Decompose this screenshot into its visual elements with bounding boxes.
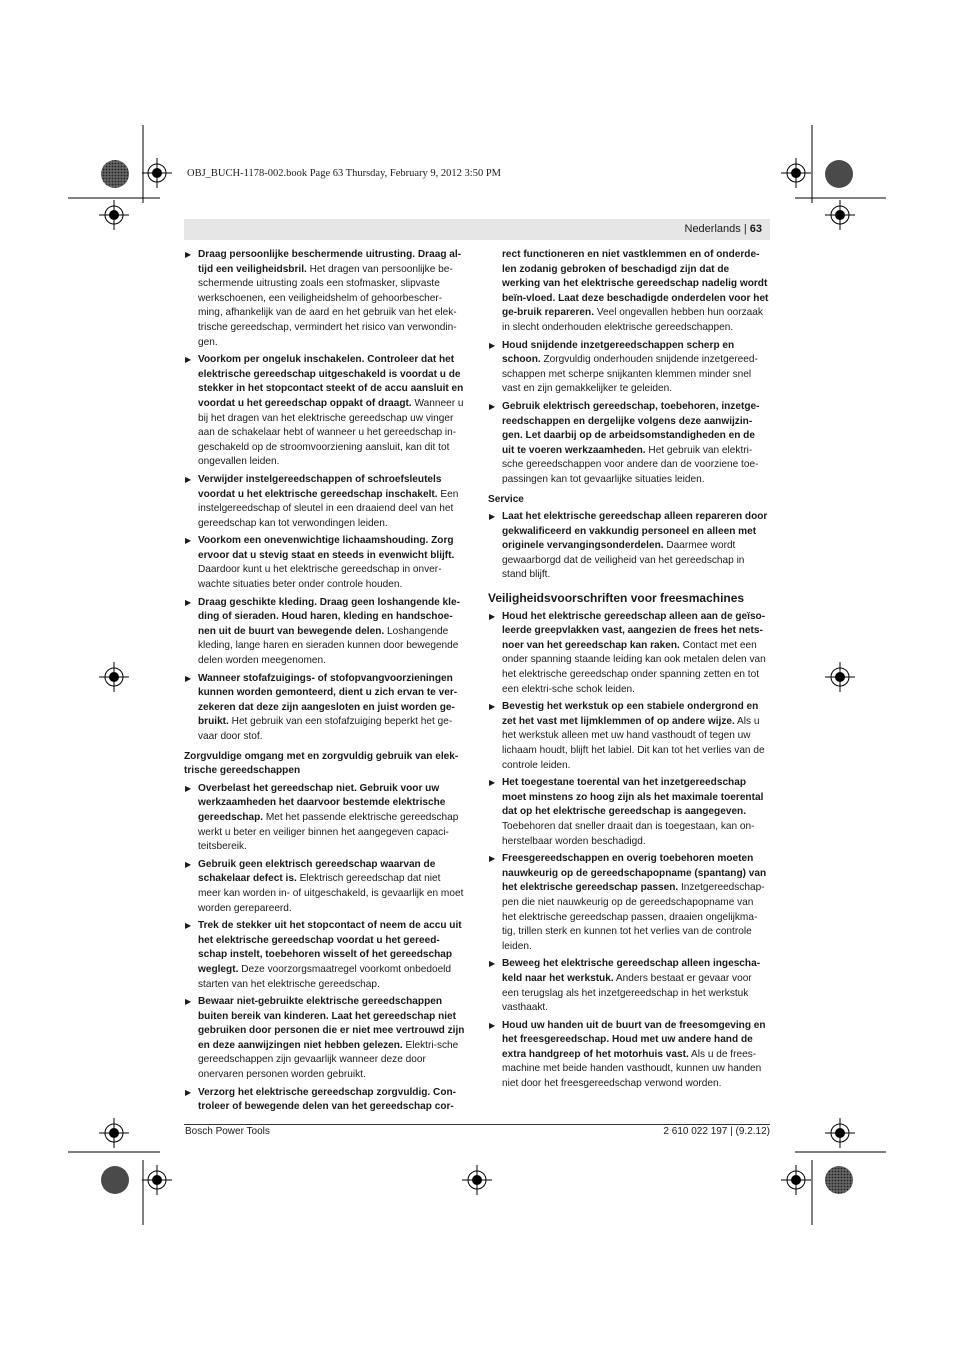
item-text: Veel ongevallen hebben hun oorzaak in slecht onderhouden elektrische gereedschappen. (502, 307, 763, 333)
list-item (184, 995, 466, 1083)
bullet-icon: ▶ (489, 512, 496, 522)
list-item (184, 672, 466, 745)
list-item (184, 596, 466, 669)
subsection-heading: Service (488, 493, 524, 505)
list-item (488, 248, 770, 336)
item-text: Toebehoren dat sneller draait dan is toegestaan, kan on-herstelbaar worden beschadigd. (502, 820, 755, 847)
list-item (184, 353, 466, 470)
footer-rule (184, 1124, 770, 1125)
item-bold-text: Beweeg het elektrische gereedschap alleen ingescha-keld naar het werkstuk. (502, 958, 761, 984)
bullet-icon: ▶ (489, 401, 496, 411)
separator: | (743, 223, 747, 235)
footer-brand: Bosch Power Tools (185, 1126, 270, 1137)
color-target (825, 1166, 853, 1194)
item-text: Elektri-sche gereedschappen zijn gevaarlijk wanneer deze door onervaren personen worden gebruikt. (198, 1039, 459, 1081)
bullet-icon: ▶ (489, 959, 496, 969)
bullet-icon: ▶ (185, 997, 192, 1007)
page-header (685, 223, 763, 235)
item-text: Het gebruik van een stofafzuiging beperkt het ge-vaar door stof. (198, 716, 453, 742)
list-item (488, 400, 770, 488)
color-target (101, 160, 129, 188)
item-text: Met het passende elektrische gereedschap werkt u beter en veiliger binnen het aangegeven capaci-teitsbereik. (198, 811, 459, 853)
list-item (488, 776, 770, 849)
list-item (184, 248, 466, 350)
bullet-icon: ▶ (489, 778, 496, 788)
item-text: Contact met een onder spanning staande leiding kan ook metalen delen van het elektrische gereedschap onder spanning zetten en tot een elektri-sche schok leiden. (502, 639, 766, 695)
page-number: 63 (749, 223, 762, 235)
list-item (488, 700, 770, 773)
bullet-icon: ▶ (185, 536, 192, 546)
color-target (825, 160, 853, 188)
list-item (184, 782, 466, 855)
item-bold-text: Draag persoonlijke beschermende uitrusting. Draag al-tijd een veiligheidsbril. (198, 249, 462, 275)
item-bold-text: Laat het elektrische gereedschap alleen repareren door gekwalificeerd en vakkundig personeel en alleen met originele vervangingsonderdelen. (502, 511, 768, 552)
bullet-icon: ▶ (489, 854, 496, 864)
item-bold-text: Houd uw handen uit de buurt van de freesomgeving en het freesgereedschap. Houd met uw andere hand de extra handgreep of het motorhuis vast. (502, 1019, 766, 1060)
item-bold-text: Voorkom per ongeluk inschakelen. Controleer dat het elektrische gereedschap uitgeschakeld is voordat u de stekker in het stopcontact steekt of de accu aansluit en voordat u het gereedschap oppakt of draagt. (198, 354, 464, 409)
item-bold-text: Overbelast het gereedschap niet. Gebruik voor uw werkzaamheden het daarvoor bestemde elektrische gereedschap. (198, 782, 446, 823)
item-bold-text: Verwijder instelgereedschappen of schroefsleutels voordat u het elektrische gereedschap inschakelt. (198, 473, 442, 500)
subsection-heading: Zorgvuldige omgang met en zorgvuldig gebruik van elek-trische gereedschappen (184, 750, 459, 777)
list-item (184, 858, 466, 916)
item-text: Als u de frees-machine met beide handen vasthoudt, kunnen uw handen niet door het freesgereedschap verwond worden. (502, 1048, 762, 1090)
bullet-icon: ▶ (489, 611, 496, 621)
item-bold-text: Het toegestane toerental van het inzetgereedschap moet minstens zo hoog zijn als het maximale toerental dat op het elektrische gereedschap is aangegeven. (502, 777, 764, 818)
item-text: Wanneer u bij het dragen van het elektrische gereedschap uw vinger aan de schakelaar hebt of wanneer u het gereedschap in-geschakeld op de stroomvoorziening aansluit, kan dit tot ongevallen leiden. (198, 397, 464, 468)
item-text: Elektrisch gereedschap dat niet meer kan worden in- of uitgeschakeld, is gevaarlijk en moet worden gerepareerd. (198, 873, 464, 914)
item-bold-text: Wanneer stofafzuigings- of stofopvangvoorzieningen kunnen worden gemonteerd, dient u zich ervan te ver-zekeren dat deze zijn aangesloten en juist worden ge-bruikt. (198, 672, 458, 728)
bullet-icon: ▶ (185, 474, 192, 484)
item-text: Deze voorzorgsmaatregel voorkomt onbedoeld starten van het elektrische gereedschap. (198, 963, 452, 990)
print-header: OBJ_BUCH-1178-002.book Page 63 Thursday, February 9, 2012 3:50 PM (187, 168, 502, 179)
footer-doc-number: 2 610 022 197 | (9.2.12) (663, 1126, 770, 1137)
item-bold-text: Draag geschikte kleding. Draag geen loshangende kle-ding of sieraden. Houd haren, kleding en handschoe-nen uit de buurt van bewegende delen. (198, 596, 460, 637)
item-text: Inzetgereedschap-pen die niet nauwkeurig op de gereedschapopname van het elektrische gereedschap passen, draaien ongelijkma-tig, trillen sterk en kunnen tot het verlies van de controle leiden. (502, 882, 765, 952)
item-bold-text: Voorkom een onevenwichtige lichaamshouding. Zorg ervoor dat u stevig staat en steeds in evenwicht blijft. (198, 535, 455, 561)
section-heading: Veiligheidsvoorschriften voor freesmachines (488, 591, 745, 606)
right-column (488, 248, 770, 1095)
bullet-icon: ▶ (489, 702, 496, 712)
left-column (184, 248, 466, 1118)
item-text: Loshangende kleding, lange haren en sieraden kunnen door bewegende delen worden meegenomen. (198, 625, 459, 667)
item-bold-text: Houd het elektrische gereedschap alleen aan de geïso-leerde greepvlakken vast, aangezien de frees het nets-noer van het gereedschap kan raken. (502, 610, 766, 651)
bullet-icon: ▶ (489, 1020, 496, 1030)
item-text: Daardoor kunt u het elektrische gereedschap in onver-wachte situaties beter onder controle houden. (198, 564, 442, 591)
item-text: Anders bestaat er gevaar voor een terugslag als het inzetgereedschap in het werkstuk vasthaakt. (502, 972, 752, 1014)
item-bold-text: Gebruik elektrisch gereedschap, toebehoren, inzetge-reedschappen en dergelijke volgens deze aanwijzin-gen. Let daarbij op de arbeidsomstandigheden en de uit te voeren werkzaamheden. (502, 400, 760, 456)
list-item (488, 1019, 770, 1092)
color-target (101, 1166, 129, 1194)
list-item (488, 610, 770, 698)
item-text: Daarmee wordt gewaarborgd dat de veiligheid van het gereedschap in stand blijft. (502, 540, 745, 581)
bullet-icon: ▶ (185, 673, 192, 683)
item-bold-text: Gebruik geen elektrisch gereedschap waarvan de schakelaar defect is. (198, 858, 436, 885)
item-text: Het gebruik van elektri-sche gereedschappen voor andere dan de voorziene toe-passingen kan tot gevaarlijke situaties leiden. (502, 444, 759, 485)
list-item (488, 852, 770, 954)
list-item (488, 510, 770, 583)
bullet-icon: ▶ (185, 783, 192, 793)
item-bold-text: Trek de stekker uit het stopcontact of neem de accu uit het elektrische gereedschap voordat u het gereed-schap instelt, toebehoren wisselt of het gereedschap weglegt. (198, 920, 462, 975)
item-text: Het dragen van persoonlijke be-schermende uitrusting zoals een stofmasker, slipvaste werkschoenen, een veiligheidshelm of gehoorbescher-ming, afhankelijk van de aard en het gebruik van het elek-trische gereedschap, vermindert het risico van verwondin-gen. (198, 263, 457, 348)
list-item (184, 1086, 466, 1115)
item-bold-text: Bevestig het werkstuk op een stabiele ondergrond en zet het vast met lijmklemmen of op andere wijze. (502, 701, 759, 727)
item-text: Een instelgereedschap of sleutel in een draaiend deel van het gereedschap kan tot verwondingen leiden. (198, 488, 459, 529)
page-header-band (184, 219, 770, 240)
list-item (184, 534, 466, 592)
list-item (488, 957, 770, 1015)
bullet-icon: ▶ (185, 250, 192, 259)
item-bold-text: Houd snijdende inzetgereedschappen scherp en schoon. (502, 339, 735, 366)
bullet-icon: ▶ (489, 340, 496, 350)
item-bold-text: Bewaar niet-gebruikte elektrische gereedschappen buiten bereik van kinderen. Laat het gereedschap niet gebruiken door personen die er niet mee vertrouwd zijn en deze aanwijzingen niet hebben gelezen. (198, 996, 465, 1051)
language-label: Nederlands (684, 223, 741, 235)
list-item (184, 919, 466, 992)
item-bold-text: Freesgereedschappen en overig toebehoren moeten nauwkeurig op de gereedschapopname (spantang) van het elektrische gereedschap passen. (502, 853, 767, 894)
item-text: Zorgvuldig onderhouden snijdende inzetgereed-schappen met scherpe snijkanten klemmen minder snel vast en zijn gemakkelijker te geleiden. (502, 354, 758, 395)
list-item (488, 339, 770, 397)
item-bold-text: Verzorg het elektrische gereedschap zorgvuldig. Con-troleer of bewegende delen van het gereedschap cor- (198, 1086, 457, 1113)
bullet-icon: ▶ (185, 355, 192, 365)
item-text: Als u het werkstuk alleen met uw hand vasthoudt of tegen uw lichaam houdt, blijft het labiel. Dit kan tot het verlies van de controle leiden. (502, 715, 765, 771)
bullet-icon: ▶ (185, 921, 192, 931)
bullet-icon: ▶ (185, 859, 192, 869)
bullet-icon: ▶ (185, 1087, 192, 1097)
bullet-icon: ▶ (185, 597, 192, 607)
list-item (184, 473, 466, 531)
item-bold-text: rect functioneren en niet vastklemmen en of onderde-len zodanig gebroken of beschadigd zijn dat de werking van het elektrische gereedschap nadelig wordt beïn-vloed. Laat deze beschadigde onderdelen voor het ge-bruik repareren. (502, 249, 769, 319)
